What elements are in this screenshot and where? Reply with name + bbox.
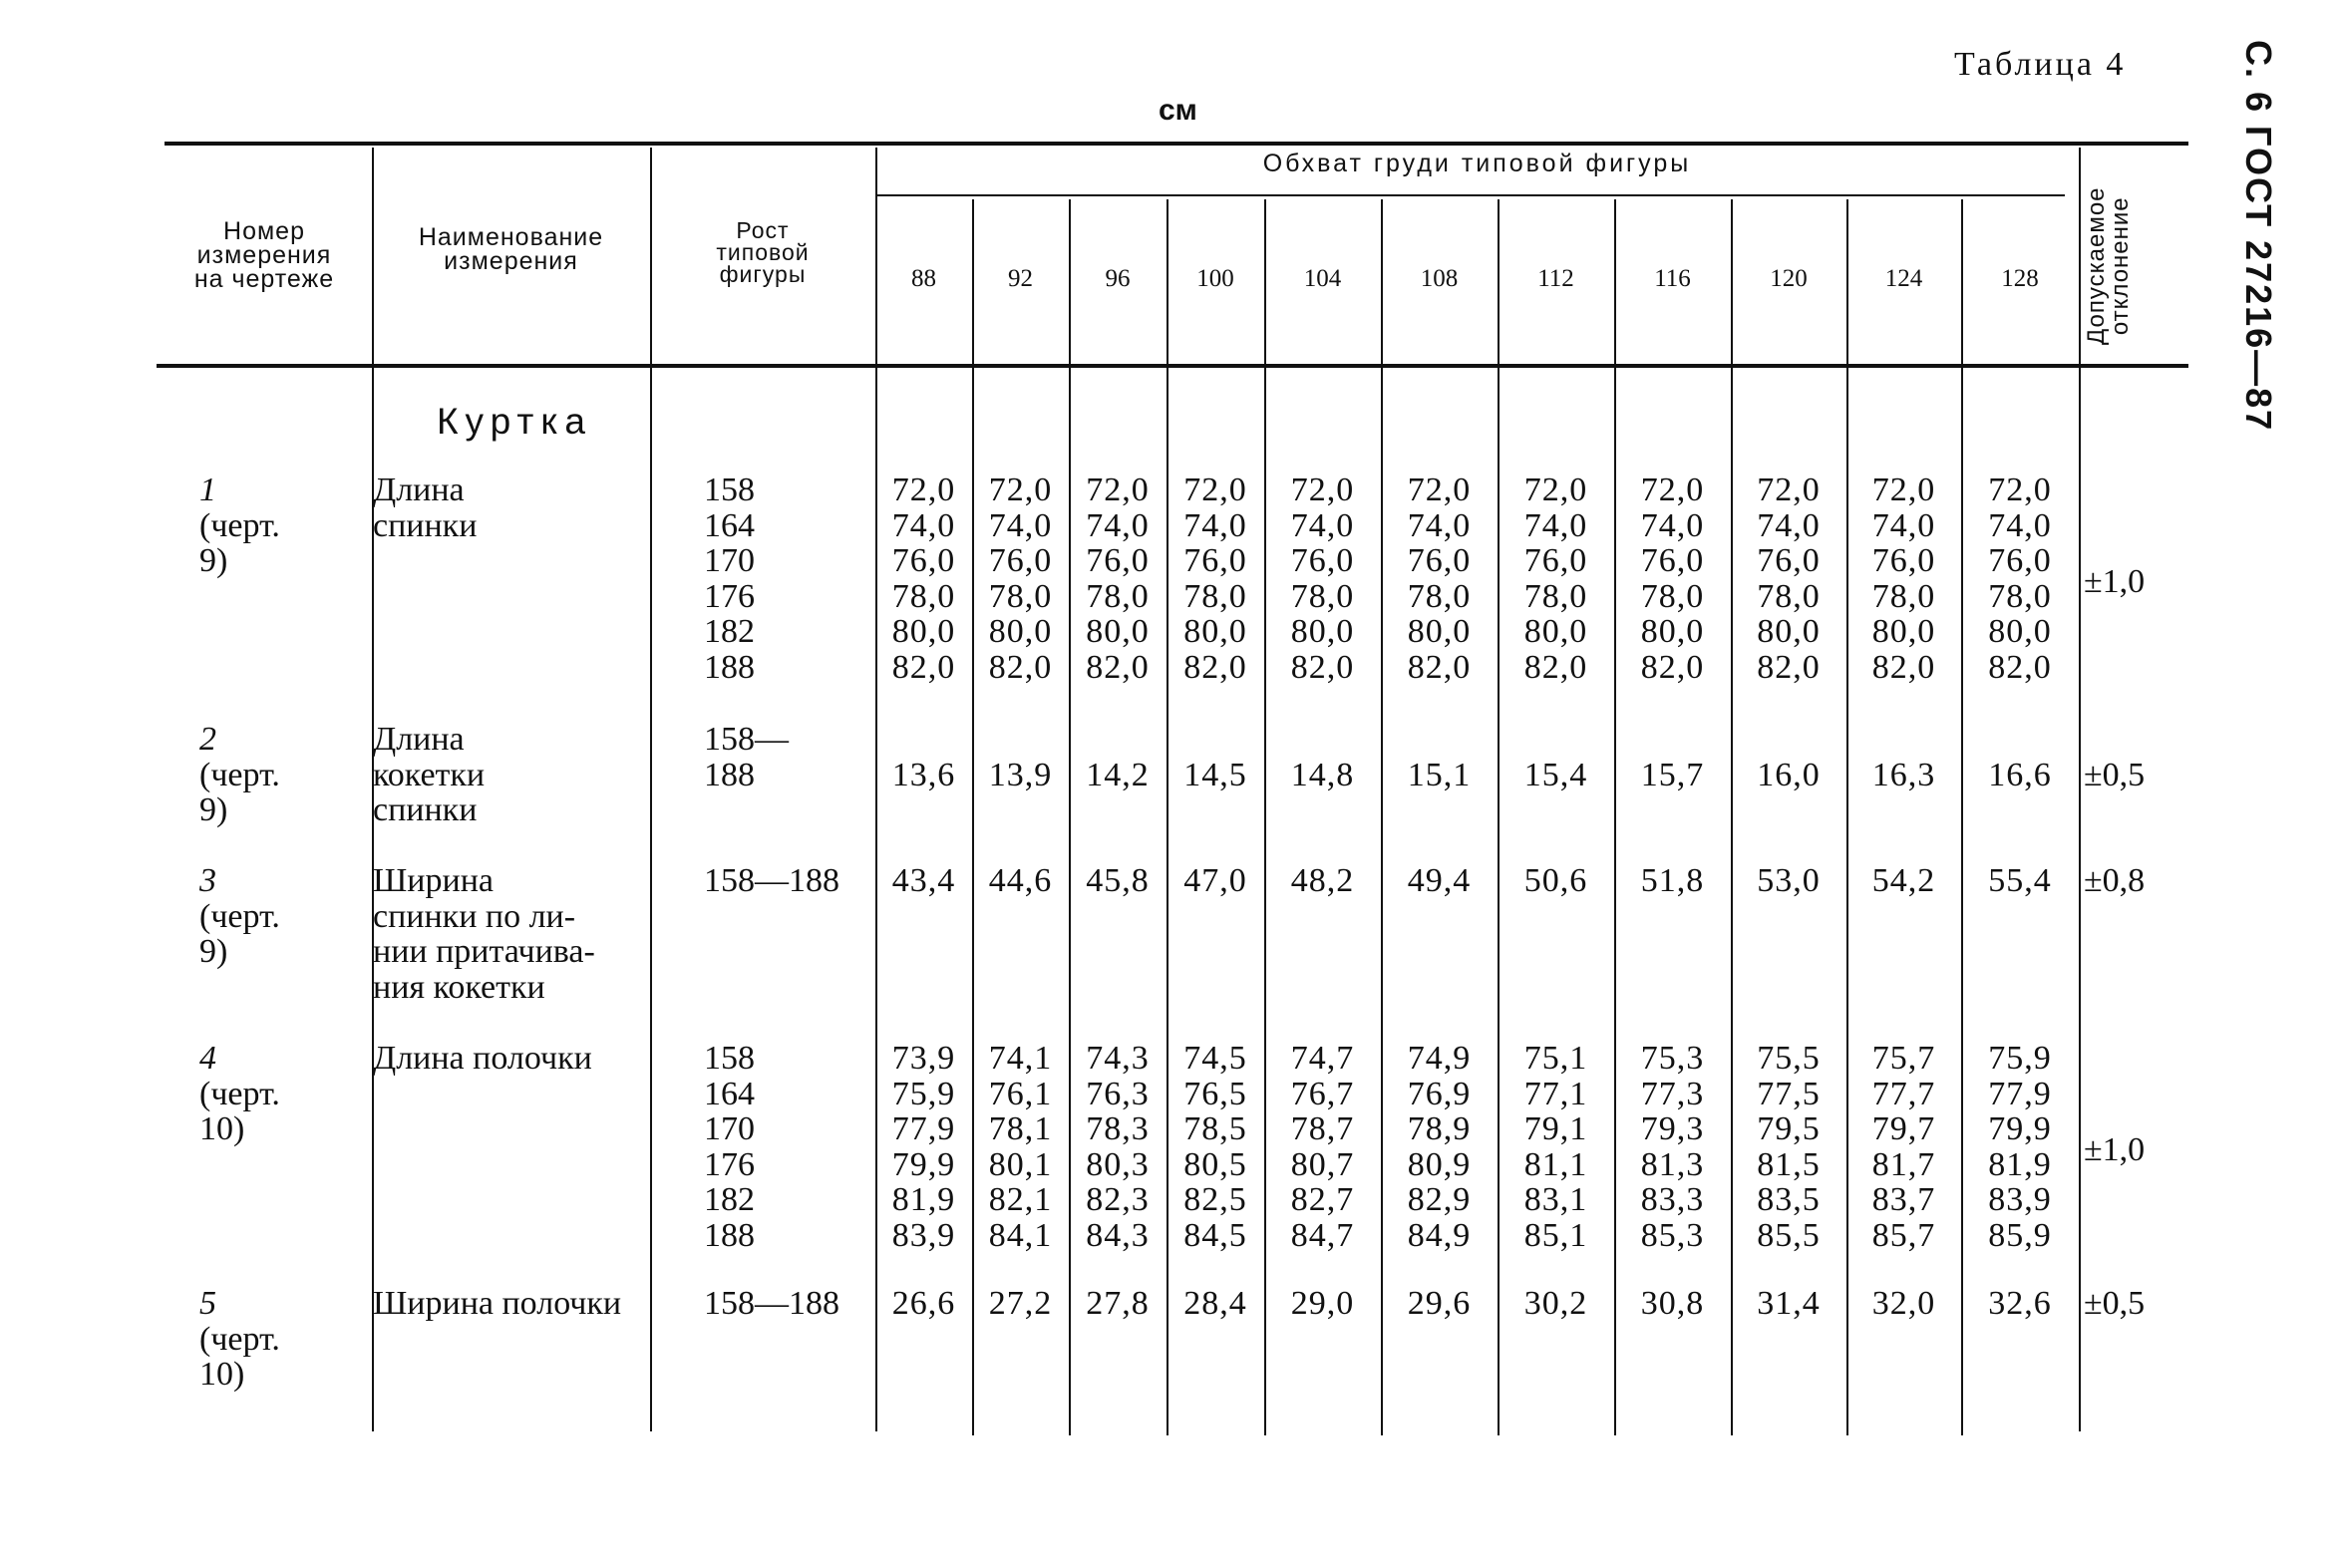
row-value: 32,6: [1988, 1285, 2052, 1322]
row-value: 74,9 76,9 78,9 80,9 82,9 84,9: [1407, 1040, 1472, 1254]
row-value: 50,6: [1523, 862, 1588, 899]
row-value: 13,6: [891, 756, 956, 793]
header-tolerance-label: Допускаемое отклонение: [2083, 186, 2134, 345]
row-value: 13,9: [988, 756, 1053, 793]
row-tolerance: ±0,5: [2084, 756, 2146, 793]
row-value: 31,4: [1757, 1285, 1821, 1322]
row-value: 75,5 77,5 79,5 81,5 83,5 85,5: [1757, 1040, 1821, 1254]
row-value: 27,2: [988, 1285, 1053, 1322]
row-value: 28,4: [1183, 1285, 1247, 1322]
row-value: 16,3: [1871, 756, 1936, 793]
row-value: 32,0: [1871, 1285, 1936, 1322]
header-tolerance: [2079, 150, 2149, 349]
header-chest-title: Обхват груди типовой фигуры: [1262, 150, 1692, 177]
row-value: 16,6: [1988, 756, 2052, 793]
row-value: 74,7 76,7 78,7 80,7 82,7 84,7: [1290, 1040, 1355, 1254]
units-label: см: [1159, 94, 1197, 127]
row-value: 72,0 74,0 76,0 78,0 80,0 82,0: [1871, 471, 1936, 686]
chest-size-header: 108: [1420, 265, 1459, 292]
side-running-header: С. 6 ГОСТ 27216—87: [2238, 40, 2279, 433]
row-value: 75,7 77,7 79,7 81,7 83,7 85,7: [1871, 1040, 1936, 1254]
table-title: Таблица 4: [1954, 46, 2127, 83]
header-bottom-rule: [157, 364, 2188, 368]
row-value: 75,1 77,1 79,1 81,1 83,1 85,1: [1523, 1040, 1588, 1254]
row-tolerance: ±1,0: [2084, 1131, 2146, 1169]
row-heights: 158— 188: [704, 721, 789, 793]
row-value: 72,0 74,0 76,0 78,0 80,0 82,0: [1640, 471, 1705, 686]
chest-size-header: 92: [1008, 265, 1033, 292]
row-value: 74,5 76,5 78,5 80,5 82,5 84,5: [1183, 1040, 1247, 1254]
row-number: 3 (черт. 9): [199, 862, 280, 970]
row-value: 16,0: [1757, 756, 1821, 793]
row-value: 44,6: [988, 862, 1053, 899]
chest-size-header: 100: [1196, 265, 1234, 292]
section-title: Куртка: [437, 401, 592, 442]
row-value: 72,0 74,0 76,0 78,0 80,0 82,0: [1407, 471, 1472, 686]
row-tolerance: ±0,5: [2084, 1285, 2146, 1322]
row-value: 72,0 74,0 76,0 78,0 80,0 82,0: [1757, 471, 1821, 686]
row-value: 73,9 75,9 77,9 79,9 81,9 83,9: [891, 1040, 956, 1254]
row-value: 14,2: [1086, 756, 1150, 793]
row-number: 1 (черт. 9): [199, 471, 280, 579]
row-number: 4 (черт. 10): [199, 1040, 280, 1147]
row-value: 72,0 74,0 76,0 78,0 80,0 82,0: [1183, 471, 1247, 686]
row-heights: 158 164 170 176 182 188: [704, 471, 755, 686]
column-divider: [650, 148, 652, 1431]
row-value: 14,8: [1290, 756, 1355, 793]
row-number: 5 (черт. 10): [199, 1285, 280, 1393]
table-top-rule: [165, 142, 2188, 146]
row-value: 29,0: [1290, 1285, 1355, 1322]
chest-size-header: 124: [1884, 265, 1923, 292]
row-name: Ширина спинки по ли- нии притачива- ния кокетки: [373, 862, 595, 1006]
chest-size-header: 120: [1770, 265, 1808, 292]
row-number: 2 (черт. 9): [199, 721, 280, 828]
row-value: 29,6: [1407, 1285, 1472, 1322]
row-tolerance: ±0,8: [2084, 862, 2146, 899]
row-value: 72,0 74,0 76,0 78,0 80,0 82,0: [891, 471, 956, 686]
row-name: Длина кокетки спинки: [373, 721, 486, 828]
row-value: 27,8: [1086, 1285, 1150, 1322]
row-tolerance: ±1,0: [2084, 563, 2146, 601]
row-name: Длина полочки: [373, 1040, 592, 1077]
chest-header-rule: [875, 194, 2065, 196]
row-name: Ширина полочки: [373, 1285, 622, 1322]
row-value: 74,1 76,1 78,1 80,1 82,1 84,1: [988, 1040, 1053, 1254]
chest-size-header: 96: [1105, 265, 1131, 292]
chest-size-header: 104: [1303, 265, 1342, 292]
row-value: 14,5: [1183, 756, 1247, 793]
row-name: Длина спинки: [373, 471, 478, 544]
row-value: 51,8: [1640, 862, 1705, 899]
row-value: 30,2: [1523, 1285, 1588, 1322]
row-value: 75,9 77,9 79,9 81,9 83,9 85,9: [1988, 1040, 2052, 1254]
row-value: 30,8: [1640, 1285, 1705, 1322]
row-value: 15,7: [1640, 756, 1705, 793]
row-value: 45,8: [1086, 862, 1150, 899]
header-number: Номер измерения на чертеже: [193, 217, 335, 293]
header-name: Наименование измерения: [418, 223, 604, 275]
row-value: 15,1: [1407, 756, 1472, 793]
row-value: 72,0 74,0 76,0 78,0 80,0 82,0: [1988, 471, 2052, 686]
row-value: 75,3 77,3 79,3 81,3 83,3 85,3: [1640, 1040, 1705, 1254]
row-value: 53,0: [1757, 862, 1821, 899]
chest-size-header: 112: [1537, 265, 1574, 292]
header-height: Рост типовой фигуры: [716, 217, 810, 287]
row-value: 48,2: [1290, 862, 1355, 899]
row-heights: 158—188: [704, 862, 839, 899]
row-value: 15,4: [1523, 756, 1588, 793]
chest-size-header: 128: [2001, 265, 2039, 292]
row-value: 26,6: [891, 1285, 956, 1322]
chest-size-header: 116: [1654, 265, 1691, 292]
row-value: 55,4: [1988, 862, 2052, 899]
row-value: 43,4: [891, 862, 956, 899]
row-heights: 158—188: [704, 1285, 839, 1322]
row-value: 72,0 74,0 76,0 78,0 80,0 82,0: [988, 471, 1053, 686]
row-value: 72,0 74,0 76,0 78,0 80,0 82,0: [1086, 471, 1150, 686]
row-value: 72,0 74,0 76,0 78,0 80,0 82,0: [1523, 471, 1588, 686]
chest-size-header: 88: [911, 265, 936, 292]
row-value: 72,0 74,0 76,0 78,0 80,0 82,0: [1290, 471, 1355, 686]
row-value: 74,3 76,3 78,3 80,3 82,3 84,3: [1086, 1040, 1150, 1254]
row-heights: 158 164 170 176 182 188: [704, 1040, 755, 1254]
row-value: 54,2: [1871, 862, 1936, 899]
row-value: 49,4: [1407, 862, 1472, 899]
row-value: 47,0: [1183, 862, 1247, 899]
